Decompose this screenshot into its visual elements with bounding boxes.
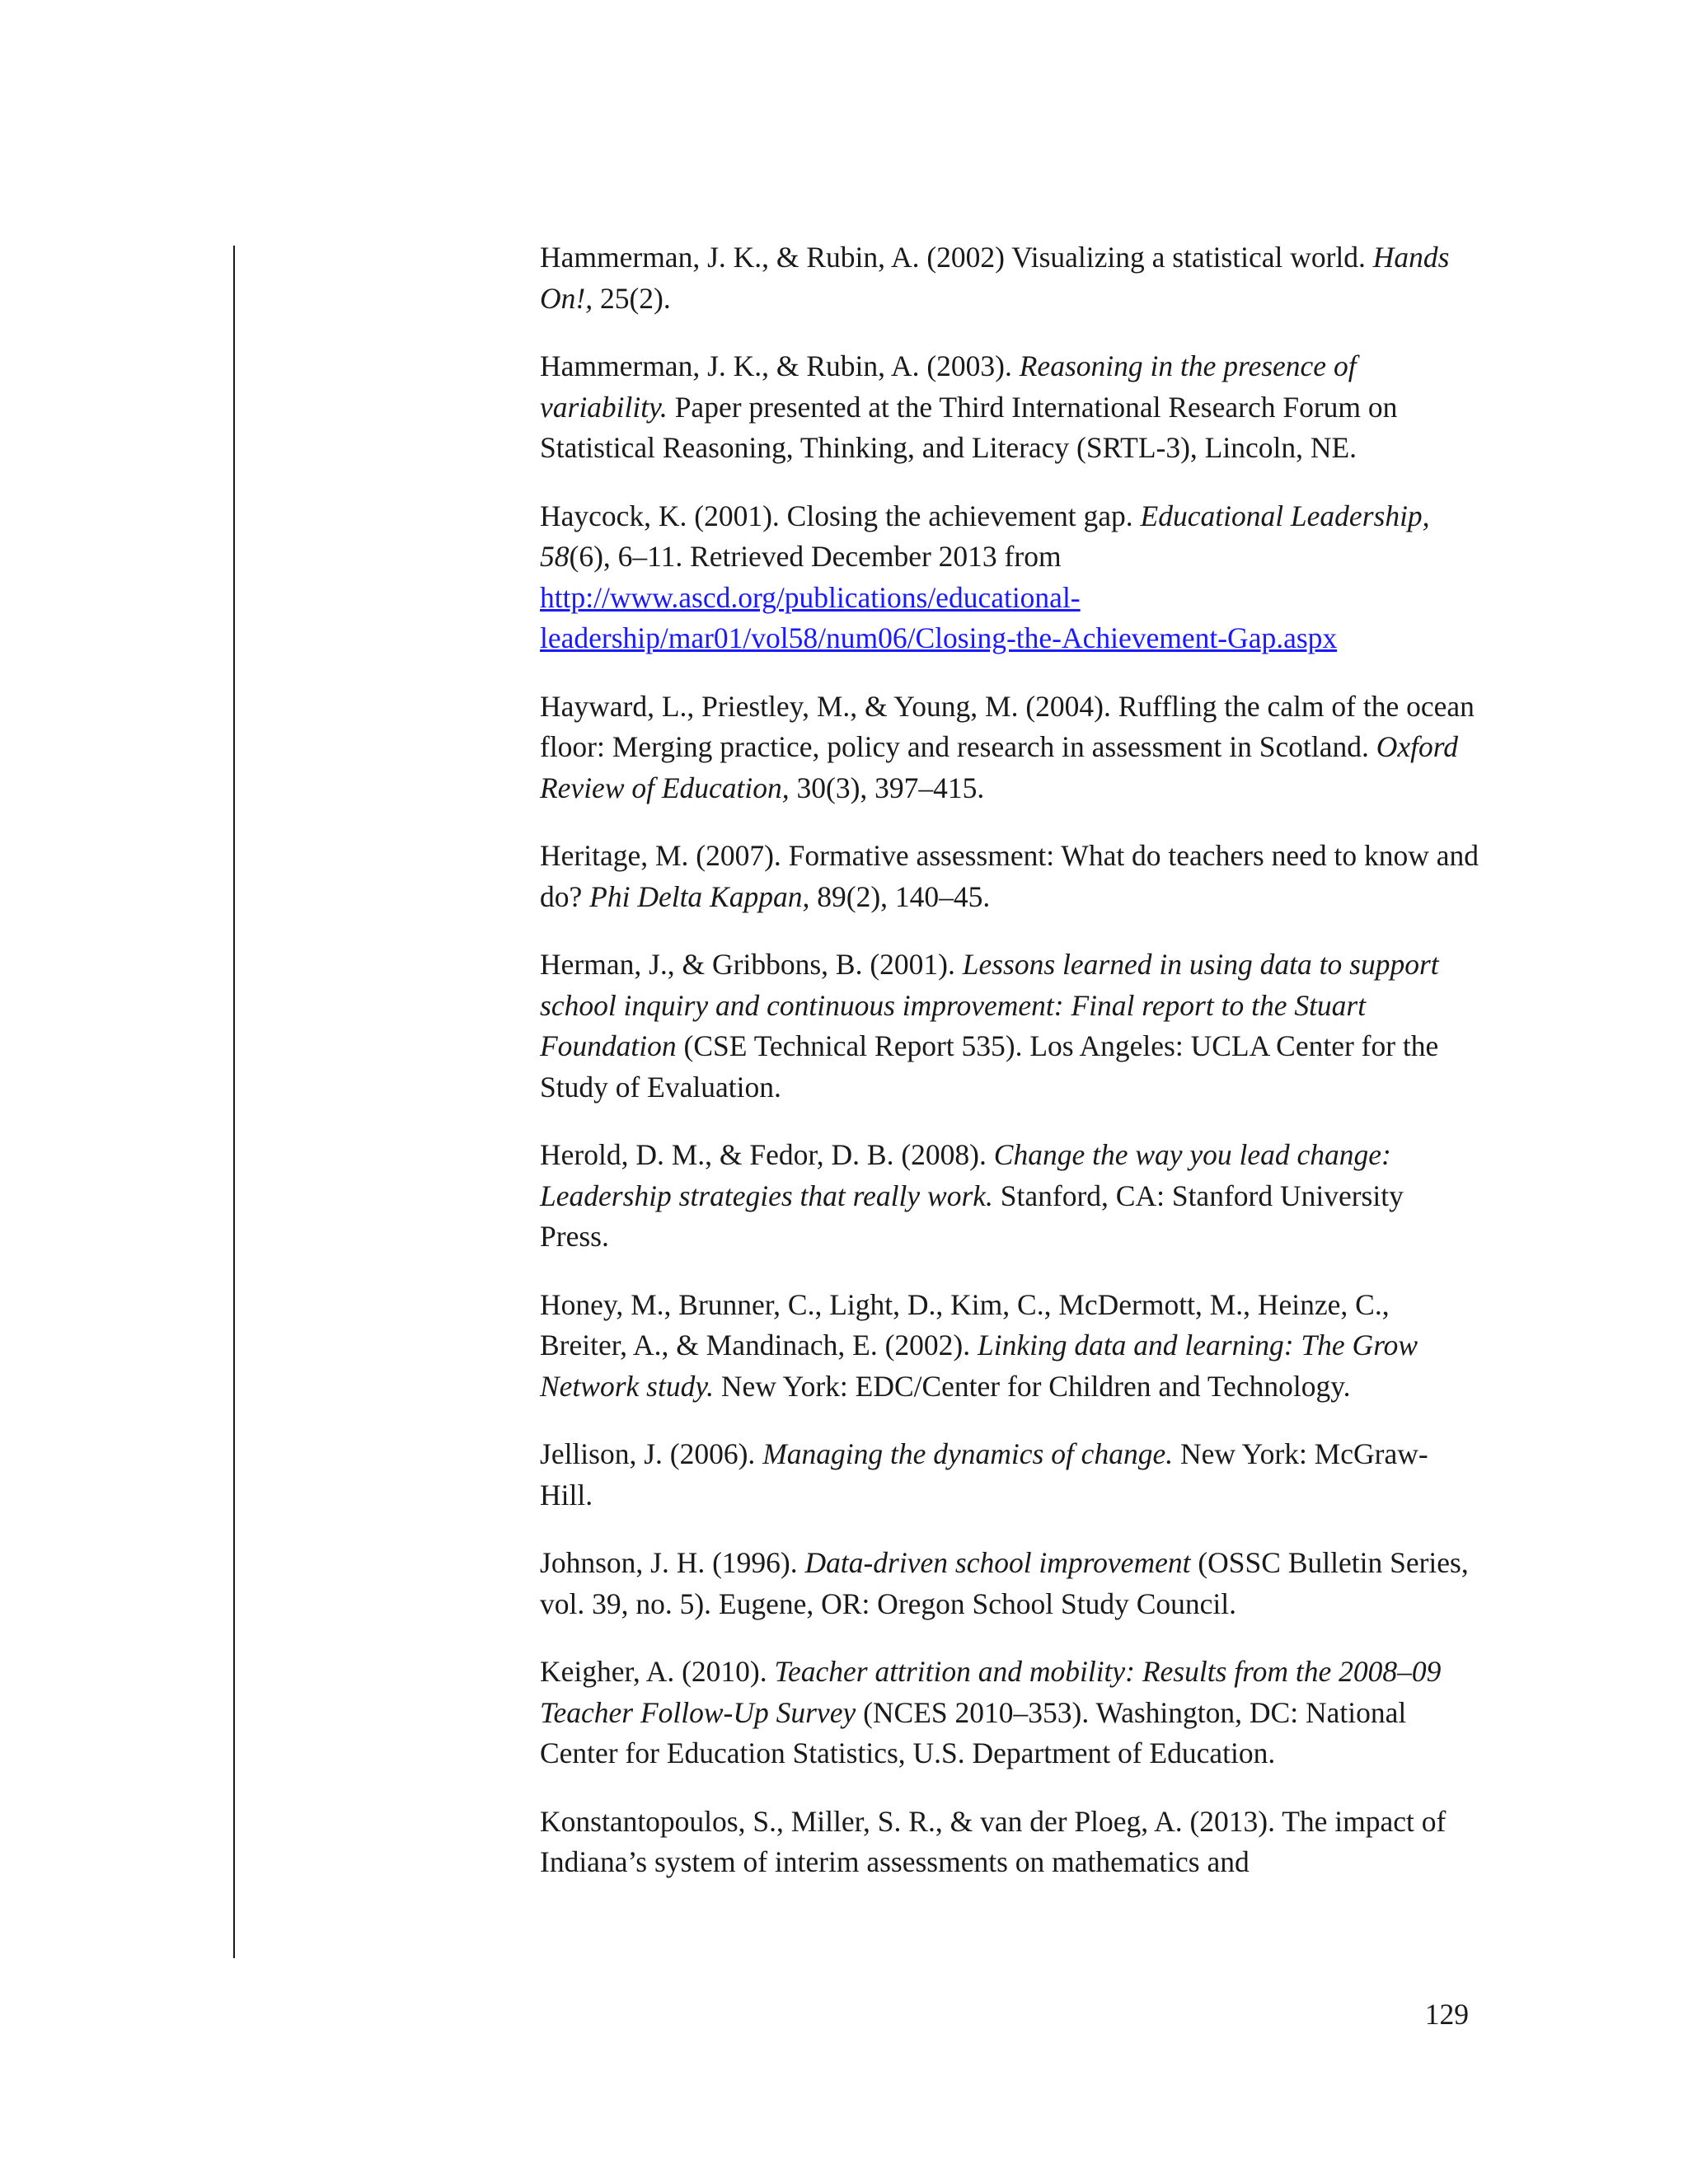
reference-text: Heritage, M. (2007). Formative assessment: What do teachers need to know and do? (540, 839, 1479, 913)
reference-title: Linking data and learning: The Grow Network study. (540, 1329, 1418, 1403)
reference-title: Change the way you lead change: Leadership strategies that really work. (540, 1138, 1391, 1212)
reference-title: Reasoning in the presence of variability. (540, 349, 1357, 424)
reference-link[interactable]: http://www.ascd.org/publications/educational- (540, 580, 1081, 614)
reference-entry (540, 687, 1479, 809)
reference-entry (540, 237, 1479, 319)
reference-text: Herold, D. M., & Fedor, D. B. (2008). (540, 1138, 994, 1171)
reference-title: Oxford Review of Education, (540, 730, 1459, 804)
reference-text: Johnson, J. H. (1996). (540, 1546, 805, 1579)
reference-title: Lessons learned in using data to support school inquiry and continuous improvement: Final report to the Stuart Foundation (540, 948, 1439, 1062)
reference-entry (540, 496, 1479, 659)
reference-text: (NCES 2010–353). Washington, DC: National Center for Education Statistics, U.S. Department of Education. (540, 1695, 1407, 1769)
reference-text: (6), 6–11. Retrieved December 2013 from (569, 540, 1062, 573)
reference-entry (540, 1135, 1479, 1258)
page-number: 129 (1424, 1998, 1469, 2031)
reference-entry (540, 1285, 1479, 1408)
reference-entry (540, 1802, 1479, 1883)
reference-title: Managing the dynamics of change. (762, 1437, 1174, 1470)
margin-rule (233, 246, 235, 1958)
reference-title: Teacher attrition and mobility: Results from the 2008–09 Teacher Follow-Up Survey (540, 1655, 1442, 1729)
reference-text: (OSSC Bulletin Series, vol. 39, no. 5). Eugene, OR: Oregon School Study Council. (540, 1546, 1469, 1620)
reference-text: 30(3), 397–415. (789, 771, 985, 804)
reference-entry (540, 1652, 1479, 1774)
reference-text: Konstantopoulos, S., Miller, S. R., & van der Ploeg, A. (2013). The impact of Indiana’s system of interim assessments on mathematics and (540, 1804, 1447, 1878)
reference-text: Hayward, L., Priestley, M., & Young, M. (2004). Ruffling the calm of the ocean floor: Merging practice, policy and research in assessment in Scotland. (540, 689, 1475, 763)
reference-link[interactable]: leadership/mar01/vol58/num06/Closing-the-Achievement-Gap.aspx (540, 621, 1338, 654)
reference-list (540, 237, 1479, 1910)
reference-text: (CSE Technical Report 535). Los Angeles: UCLA Center for the Study of Evaluation. (540, 1029, 1439, 1104)
reference-text: Haycock, K. (2001). Closing the achievement gap. (540, 499, 1141, 532)
reference-text: 89(2), 140–45. (809, 879, 991, 913)
reference-text: New York: McGraw-Hill. (540, 1437, 1428, 1511)
reference-text: Jellison, J. (2006). (540, 1437, 763, 1470)
reference-text: Stanford, CA: Stanford University Press. (540, 1179, 1404, 1253)
reference-title: Phi Delta Kappan, (589, 879, 810, 913)
reference-text: Hammerman, J. K., & Rubin, A. (2003). (540, 349, 1020, 382)
reference-title: Data-driven school improvement (804, 1546, 1191, 1579)
reference-text: Paper presented at the Third International Research Forum on Statistical Reasoning, Thinking, and Literacy (SRTL-3), Lincoln, NE. (540, 390, 1398, 464)
reference-title: Educational Leadership, 58 (540, 499, 1430, 573)
reference-entry (540, 836, 1479, 917)
reference-entry (540, 1543, 1479, 1624)
reference-text: New York: EDC/Center for Children and Technology. (714, 1369, 1351, 1403)
reference-entry (540, 1434, 1479, 1516)
reference-text: 25(2). (593, 281, 671, 315)
reference-text: Hammerman, J. K., & Rubin, A. (2002) Visualizing a statistical world. (540, 241, 1373, 274)
reference-text: Honey, M., Brunner, C., Light, D., Kim, C., McDermott, M., Heinze, C., Breiter, A., & Mandinach, E. (2002). (540, 1287, 1390, 1361)
reference-entry (540, 944, 1479, 1108)
reference-title: Hands On!, (540, 241, 1450, 315)
reference-text: Herman, J., & Gribbons, B. (2001). (540, 948, 963, 981)
reference-text: Keigher, A. (2010). (540, 1655, 775, 1688)
reference-entry (540, 346, 1479, 469)
